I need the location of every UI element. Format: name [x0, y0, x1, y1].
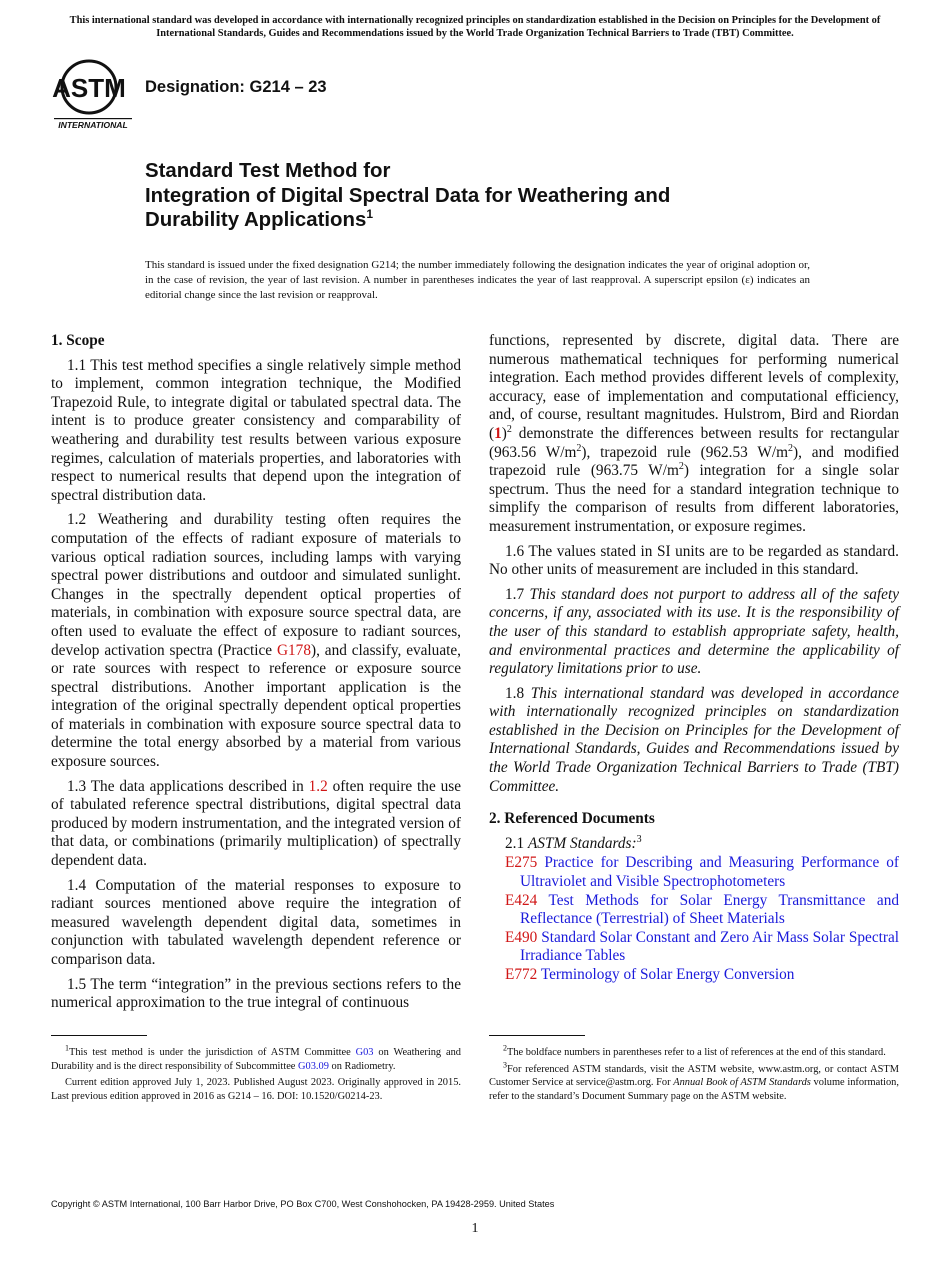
- ref-e424[interactable]: E424 Test Methods for Solar Energy Transmittance and Reflectance (Terrestrial) of Sheet Materials: [505, 891, 899, 928]
- footnote-3: $^3$For referenced ASTM standards, visit the ASTM website, www.astm.org, or contact ASTM Customer Service at service@astm.org. For Annual Book of ASTM Standards volume information, refer to the standard’s Document Summary page on the ASTM website.: [489, 1060, 899, 1102]
- para-1-8: 1.8 This international standard was developed in accordance with internationally recognized principles on standardization established in the Decision on Principles for the Development of International Standards, Guides and Recommendations issued by the World Trade Organization Technical Barriers to Trade (TBT) Committee.: [489, 684, 899, 795]
- title-line-2: Integration of Digital Spectral Data for Weathering and: [145, 184, 671, 207]
- title-line-1: Standard Test Method for: [145, 160, 391, 182]
- footnote-divider-left: [51, 1035, 147, 1036]
- title-footnote-marker: 1: [366, 207, 373, 222]
- link-g03[interactable]: G03: [355, 1047, 374, 1058]
- footnote-divider-right: [489, 1035, 585, 1036]
- ref-e275[interactable]: E275 Practice for Describing and Measuring Performance of Ultraviolet and Visible Spectrophotometers: [505, 854, 899, 891]
- para-1-7: 1.7 This standard does not purport to address all of the safety concerns, if any, associated with its use. It is the responsibility of the user of this standard to establish appropriate safety, health, and environmental practices and determine the applicability of regulatory limitations prior to use.: [489, 585, 900, 678]
- section-1-heading: 1. Scope: [51, 332, 105, 349]
- para-1-3: 1.3 The data applications described in 1.2 often require the use of tabulated reference spectral distributions, digital spectral data produced by modern instrumentation, and the integrated version of that data, or combinations (primarily multiplication) of spectrally dependent data.: [51, 777, 461, 870]
- edition-note: Current edition approved July 1, 2023. Published August 2023. Originally approved in 2015. Last previous edition approved in 2016 as G214 – 16. DOI: 10.1520/G0214-23.: [51, 1077, 461, 1102]
- title-line-3: Durability Applications$^1$: [145, 207, 373, 231]
- para-1-5-continued: functions, represented by discrete, digital data. There are numerous mathematical techniques for performing numerical integration. Each method provides different levels of complexity, accuracy, ease of implementation and computational efficiency, and, of course, resultant magnitudes. Hulstrom, Bird and Riordan $(1)^2$ demonstrate the differences between results for rectangular (963.56 $W/m^2$), trapezoid rule (962.53 $W/m^2$), and modified trapezoid rule (963.75 $W/m^2$) integration for a single solar spectrum. Thus the need for a standard integration technique to simplify the comparison of results from different laboratories, measurement instrumentation, or exposure regimes.: [489, 332, 899, 535]
- reference-1-link[interactable]: 1: [494, 424, 502, 442]
- logo-org: INTERNATIONAL: [58, 120, 128, 130]
- ref-e490[interactable]: E490 Standard Solar Constant and Zero Air Mass Solar Spectral Irradiance Tables: [505, 928, 899, 965]
- page-number: 1: [471, 1221, 479, 1236]
- issued-under-note: This standard is issued under the fixed designation G214; the number immediately following the designation indicates the year of original adoption or, in the case of revision, the year of last revision. A number in parentheses indicates the year of last reapproval. A superscript epsilon (ε) indicates an editorial change since the last revision or reapproval.: [145, 259, 810, 301]
- link-section-1-2[interactable]: 1.2: [308, 777, 328, 795]
- para-1-5-start: 1.5 The term “integration” in the previous sections refers to the numerical approximation to the true integral of continuous: [51, 975, 461, 1012]
- referenced-documents-list: [489, 854, 899, 984]
- designation: Designation: G214 – 23: [145, 78, 327, 96]
- document-title: [145, 159, 845, 233]
- section-2-heading: 2. Referenced Documents: [489, 810, 655, 828]
- footnote-1: $^1$This test method is under the jurisdiction of ASTM Committee G03 on Weathering and Durability and is the direct responsibility of Subcommittee G03.09 on Radiometry.: [51, 1043, 461, 1072]
- ref-e772[interactable]: E772 Terminology of Solar Energy Conversion: [505, 966, 795, 983]
- link-g03-09[interactable]: G03.09: [298, 1060, 329, 1072]
- astm-logo-icon: [52, 56, 134, 130]
- right-column: [489, 332, 899, 985]
- para-1-2: 1.2 Weathering and durability testing often requires the computation of the effects of radiant exposure of materials to various optical radiation sources, including lamps with varying spectral power distributions and outdoor and simulated sunlight. Changes in the spectrally dependent optical properties of materials, in combination with exposure source spectral data, are often used to evaluate the effect of exposure to radiant sources, develop activation spectra (Practice G178), and classify, evaluate, or rate sources with respect to reference or exposure source spectral distributions. Another important application is the integration of the original spectrally dependent optical properties of materials in combination with exposure source spectral data to determine the total energy absorbed by a material from various exposure sources.: [51, 511, 461, 771]
- para-1-1: 1.1 This test method specifies a single relatively simple method to implement, common integration technique, the Modified Trapezoid Rule, to integrate digital or tabulated spectral data. The intent is to produce greater consistency and comparability of weathering and durability test results between various exposure regimes, calculation of materials properties, and laboratories with respect to numerical results that depend upon the integration of spectral distribution data.: [51, 356, 461, 504]
- copyright-notice: Copyright © ASTM International, 100 Barr Harbor Drive, PO Box C700, West Conshohocken, PA 19428-2959. United States: [51, 1199, 555, 1209]
- link-g178[interactable]: G178: [276, 641, 311, 659]
- footnotes-left: [51, 1043, 461, 1106]
- footnote-2: $^2$The boldface numbers in parentheses refer to a list of references at the end of this standard.: [503, 1043, 886, 1058]
- para-1-6: 1.6 The values stated in SI units are to be regarded as standard. No other units of measurement are included in this standard.: [489, 542, 899, 579]
- wto-notice: This international standard was developed in accordance with internationally recognized principles on standardization established in the Decision on Principles for the Development of International Standards, Guides and Recommendations issued by the World Trade Organization Technical Barriers to Trade (TBT) Committee.: [69, 15, 881, 39]
- logo-letters: ASTM: [52, 73, 126, 103]
- para-1-4: 1.4 Computation of the material responses to exposure to radiant sources mentioned above require the integration of measured wavelength dependent digital data, sometimes in conjunction with tabulated wavelength dependent reference or comparison data.: [51, 876, 461, 968]
- footnotes-right: [489, 1043, 899, 1106]
- left-column: [51, 332, 461, 1019]
- astm-standards-label: 2.1 ASTM Standards:$^3$: [505, 833, 642, 852]
